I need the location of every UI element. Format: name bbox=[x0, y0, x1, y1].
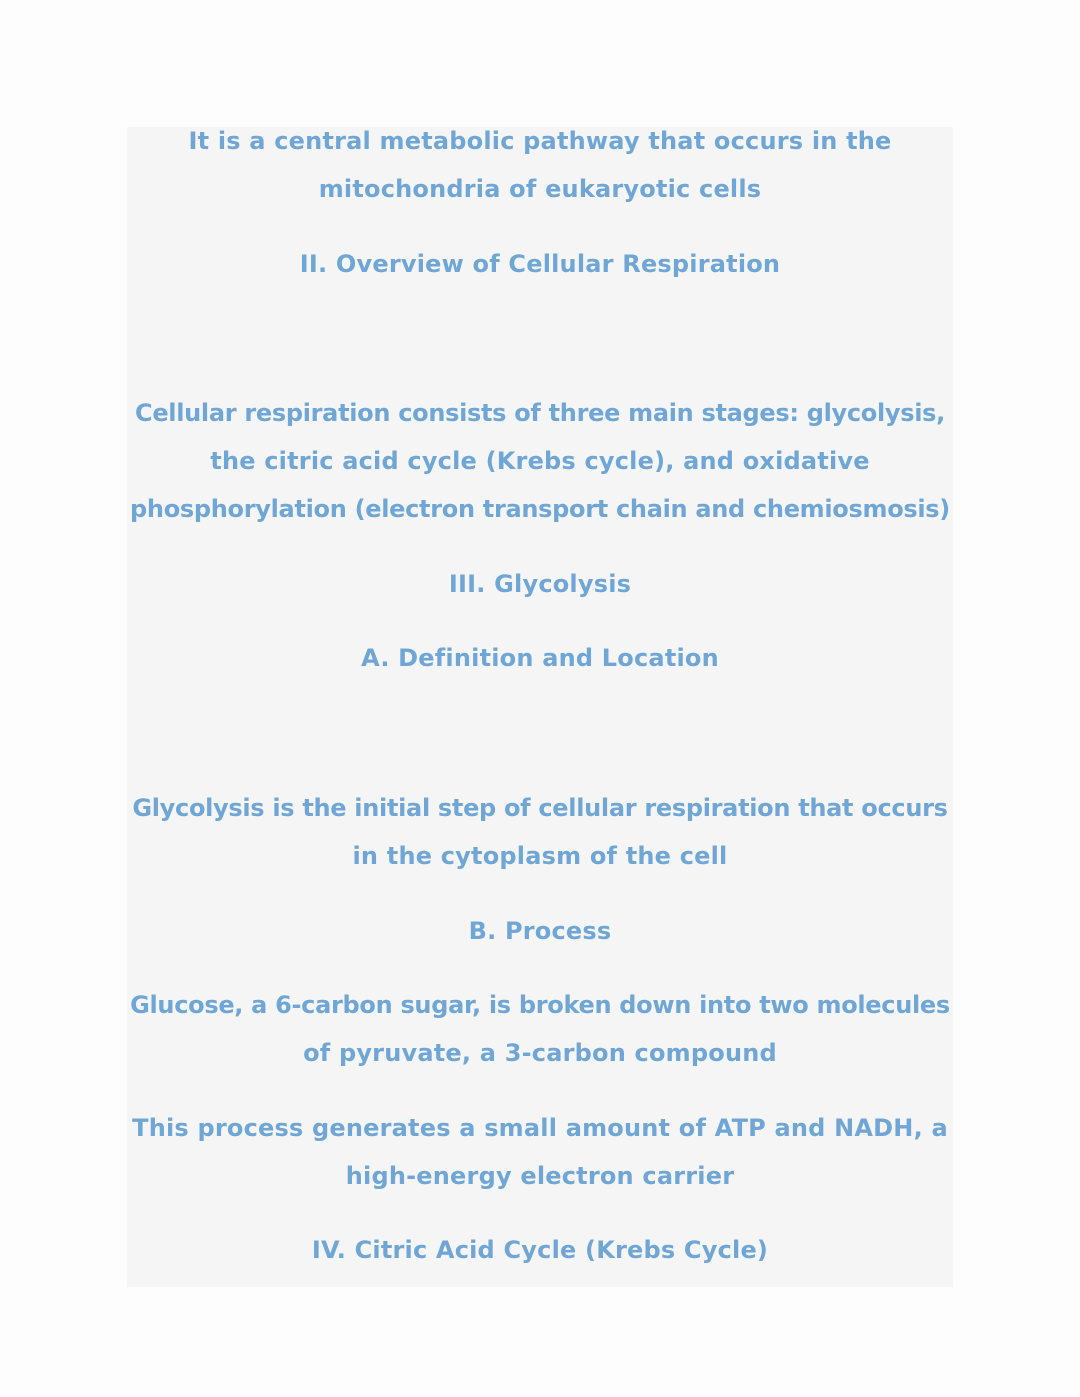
section-heading: II. Overview of Cellular Respiration bbox=[299, 250, 781, 278]
section-heading: IV. Citric Acid Cycle (Krebs Cycle) bbox=[311, 1236, 769, 1264]
subsection-heading: A. Definition and Location bbox=[361, 644, 719, 672]
paragraph-line: This process generates a small amount of ATP and NADH, a bbox=[132, 1114, 948, 1142]
paragraph-line: It is a central metabolic pathway that occurs in the bbox=[188, 127, 892, 155]
paragraph-line: Glucose, a 6-carbon sugar, is broken down into two molecules bbox=[130, 991, 950, 1019]
paragraph-line: of pyruvate, a 3-carbon compound bbox=[303, 1039, 777, 1067]
paragraph-line: Glycolysis is the initial step of cellular respiration that occurs bbox=[132, 794, 948, 822]
paragraph-line: high-energy electron carrier bbox=[345, 1162, 735, 1190]
paragraph-line: phosphorylation (electron transport chain and chemiosmosis) bbox=[130, 495, 950, 523]
paragraph-line: mitochondria of eukaryotic cells bbox=[318, 175, 762, 203]
paragraph-line: the citric acid cycle (Krebs cycle), and oxidative bbox=[210, 447, 870, 475]
notes-panel bbox=[127, 127, 953, 1287]
paragraph-line: Cellular respiration consists of three main stages: glycolysis, bbox=[135, 399, 945, 427]
subsection-heading: B. Process bbox=[468, 917, 612, 945]
paragraph-line: in the cytoplasm of the cell bbox=[352, 842, 728, 870]
section-heading: III. Glycolysis bbox=[448, 570, 632, 598]
